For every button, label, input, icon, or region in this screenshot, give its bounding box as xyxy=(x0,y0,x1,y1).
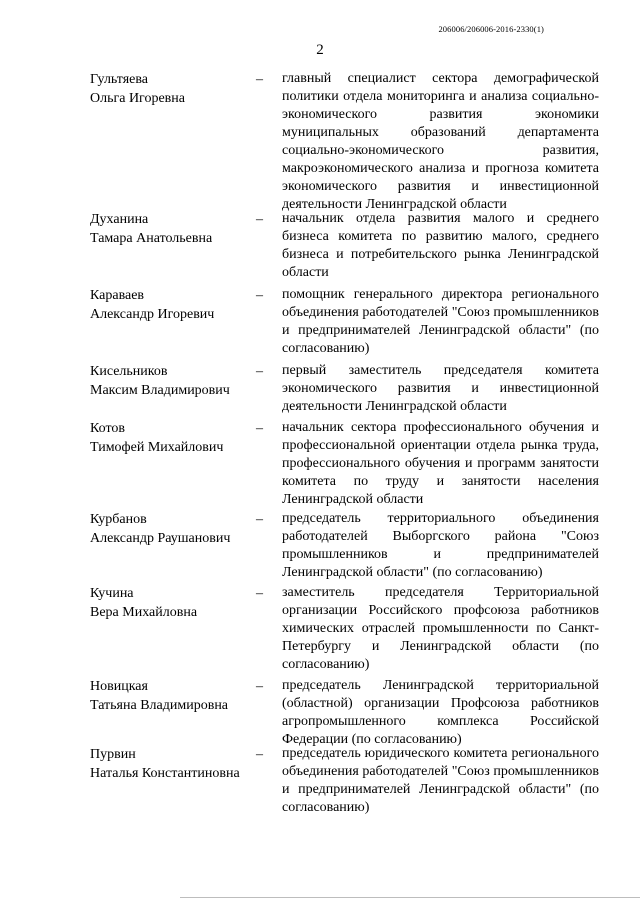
dash-separator: – xyxy=(256,747,263,762)
member-name xyxy=(90,210,250,248)
member-position: главный специалист сектора демографической политики отдела мониторинга и анализа социально-экономического развития экономики муниципальных образований департамента социально-экономического развития, макроэкономического анализа и прогноза комитета экономического развития и инвестиционной деятельности Ленинградской области xyxy=(282,71,599,212)
surname: Котов xyxy=(90,421,125,436)
given-names: Александр Игоревич xyxy=(90,307,215,322)
member-position: первый заместитель председателя комитета экономического развития и инвестиционной деятельности Ленинградской области xyxy=(282,363,599,414)
surname: Курбанов xyxy=(90,512,147,527)
member-name xyxy=(90,510,250,548)
surname: Новицкая xyxy=(90,679,148,694)
dash-separator: – xyxy=(256,364,263,379)
dash-separator: – xyxy=(256,72,263,87)
member-position: заместитель председателя Территориальной организации Российского профсоюза работников химических отраслей промышленности по Санкт-Петербургу и Ленинградской области (по согласованию) xyxy=(282,585,599,672)
given-names: Тамара Анатольевна xyxy=(90,231,213,246)
member-name xyxy=(90,419,250,457)
given-names: Ольга Игоревна xyxy=(90,91,185,106)
dash-separator: – xyxy=(256,421,263,436)
member-name xyxy=(90,70,250,108)
member-name xyxy=(90,584,250,622)
given-names: Александр Раушанович xyxy=(90,531,231,546)
surname: Кучина xyxy=(90,586,134,601)
dash-separator: – xyxy=(256,512,263,527)
member-position: помощник генерального директора регионального объединения работодателей "Союз промышленников и предпринимателей Ленинградской области" (по согласованию) xyxy=(282,287,599,356)
member-name xyxy=(90,362,250,400)
member-position: начальник сектора профессионального обучения и профессиональной ориентации отдела рынка труда, профессионального обучения и программ занятости комитета по труду и занятости населения Ленинградской области xyxy=(282,420,599,507)
surname: Гультяева xyxy=(90,72,149,87)
member-position: председатель Ленинградской территориальной (областной) организации Профсоюза работников агропромышленного комплекса Российской Федерации (по согласованию) xyxy=(282,678,599,747)
surname: Караваев xyxy=(90,288,145,303)
member-name xyxy=(90,745,250,783)
member-position: председатель юридического комитета регионального объединения работодателей "Союз промышленников и предпринимателей Ленинградской области" (по согласованию) xyxy=(282,746,599,815)
document-id: 206006/206006-2016-2330(1) xyxy=(438,24,544,34)
dash-separator: – xyxy=(256,679,263,694)
footer-divider xyxy=(180,897,640,898)
member-name xyxy=(90,286,250,324)
given-names: Наталья Константиновна xyxy=(90,766,240,781)
given-names: Тимофей Михайлович xyxy=(90,440,224,455)
member-position: председатель территориального объединения работодателей Выборгского района "Союз промышленников и предпринимателей Ленинградской области" (по согласованию) xyxy=(282,511,599,580)
surname: Духанина xyxy=(90,212,149,227)
member-name xyxy=(90,677,250,715)
member-position: начальник отдела развития малого и среднего бизнеса комитета по развитию малого, среднего бизнеса и потребительского рынка Ленинградской области xyxy=(282,211,599,280)
dash-separator: – xyxy=(256,288,263,303)
dash-separator: – xyxy=(256,212,263,227)
surname: Пурвин xyxy=(90,747,136,762)
page-number: 2 xyxy=(316,42,324,58)
surname: Кисельников xyxy=(90,364,168,379)
dash-separator: – xyxy=(256,586,263,601)
given-names: Максим Владимирович xyxy=(90,383,230,398)
given-names: Татьяна Владимировна xyxy=(90,698,229,713)
given-names: Вера Михайловна xyxy=(90,605,198,620)
